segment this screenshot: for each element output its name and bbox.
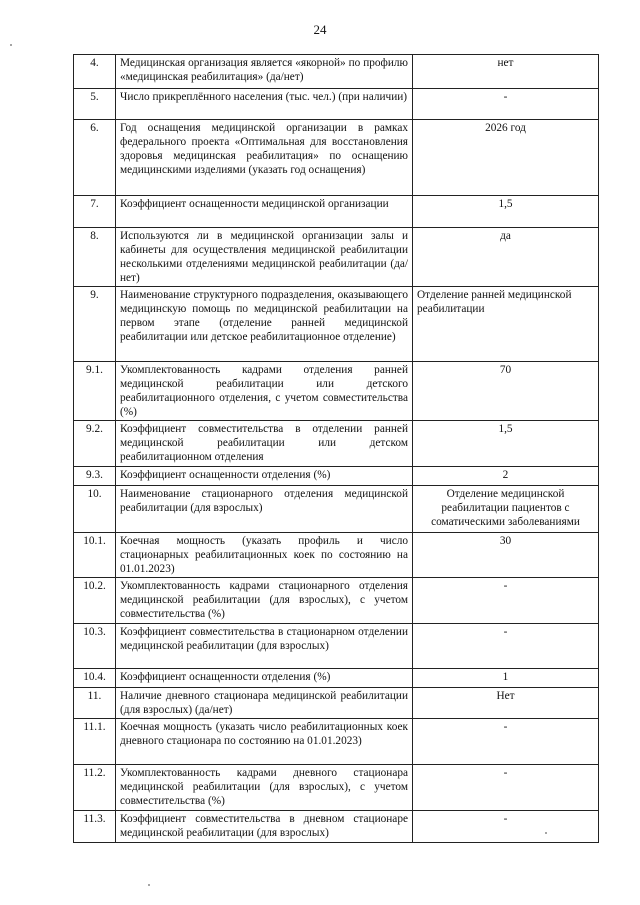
row-number: 11.2. bbox=[74, 765, 116, 811]
table-row bbox=[74, 89, 599, 120]
row-description: Год оснащения медицинской организации в рамках федерального проекта «Оптимальная для восстановления здоровья медицинская реабилитация» по оснащению медицинскими изделиями (указать год оснащения) bbox=[116, 120, 413, 196]
row-number: 11.1. bbox=[74, 719, 116, 765]
page-number: 24 bbox=[313, 22, 327, 37]
row-value: 2026 год bbox=[413, 120, 599, 196]
table-row bbox=[74, 811, 599, 843]
row-description: Коечная мощность (указать профиль и число стационарных реабилитационных коек по состоянию на 01.01.2023) bbox=[116, 533, 413, 578]
row-number: 11. bbox=[74, 688, 116, 719]
row-value: - bbox=[413, 719, 599, 765]
row-value: Нет bbox=[413, 688, 599, 719]
row-number: 9.3. bbox=[74, 467, 116, 486]
table-row bbox=[74, 196, 599, 228]
row-number: 8. bbox=[74, 228, 116, 287]
row-value: нет bbox=[413, 55, 599, 89]
row-number: 5. bbox=[74, 89, 116, 120]
row-description: Коэффициент совместительства в дневном стационаре медицинской реабилитации (для взрослых) bbox=[116, 811, 413, 843]
table-row bbox=[74, 421, 599, 467]
row-value: - bbox=[413, 811, 599, 843]
row-number: 4. bbox=[74, 55, 116, 89]
data-table bbox=[73, 54, 599, 843]
table-row bbox=[74, 533, 599, 578]
row-description: Медицинская организация является «якорной» по профилю «медицинская реабилитация» (да/нет) bbox=[116, 55, 413, 89]
table-row bbox=[74, 467, 599, 486]
row-number: 7. bbox=[74, 196, 116, 228]
row-description: Коэффициент совместительства в отделении ранней медицинской реабилитации или детском реабилитационном отделения bbox=[116, 421, 413, 467]
row-description: Укомплектованность кадрами дневного стационара медицинской реабилитации (для взрослых), с учетом совместительства (%) bbox=[116, 765, 413, 811]
row-value: - bbox=[413, 624, 599, 669]
row-description: Укомплектованность кадрами стационарного отделения медицинской реабилитации (для взрослых), с учетом совместительства (%) bbox=[116, 578, 413, 624]
scan-speck bbox=[10, 44, 12, 46]
row-number: 9. bbox=[74, 287, 116, 362]
row-number: 10. bbox=[74, 486, 116, 533]
table-row bbox=[74, 765, 599, 811]
row-value: 1,5 bbox=[413, 421, 599, 467]
row-value: 1,5 bbox=[413, 196, 599, 228]
row-number: 6. bbox=[74, 120, 116, 196]
row-value: - bbox=[413, 765, 599, 811]
row-description: Число прикреплённого населения (тыс. чел.) (при наличии) bbox=[116, 89, 413, 120]
table-row bbox=[74, 688, 599, 719]
row-number: 10.3. bbox=[74, 624, 116, 669]
table-row bbox=[74, 287, 599, 362]
row-description: Наличие дневного стационара медицинской реабилитации (для взрослых) (да/нет) bbox=[116, 688, 413, 719]
table-row bbox=[74, 486, 599, 533]
row-description: Наименование структурного подразделения, оказывающего медицинскую помощь по медицинской реабилитации на первом этапе (отделение ранней медицинской реабилитации или детское реабилитационное отделение) bbox=[116, 287, 413, 362]
row-description: Коэффициент совместительства в стационарном отделении медицинской реабилитации (для взрослых) bbox=[116, 624, 413, 669]
row-value: Отделение медицинской реабилитации пациентов с соматическими заболеваниями bbox=[413, 486, 599, 533]
row-value: 70 bbox=[413, 362, 599, 421]
row-description: Коечная мощность (указать число реабилитационных коек дневного стационара по состоянию на 01.01.2023) bbox=[116, 719, 413, 765]
table-row bbox=[74, 228, 599, 287]
table-row bbox=[74, 578, 599, 624]
table-row bbox=[74, 120, 599, 196]
row-number: 9.1. bbox=[74, 362, 116, 421]
row-number: 10.2. bbox=[74, 578, 116, 624]
table-row bbox=[74, 624, 599, 669]
row-value: да bbox=[413, 228, 599, 287]
scan-speck bbox=[545, 832, 547, 834]
row-description: Коэффициент оснащенности медицинской организации bbox=[116, 196, 413, 228]
row-value: - bbox=[413, 89, 599, 120]
table-row bbox=[74, 55, 599, 89]
row-value: - bbox=[413, 578, 599, 624]
table-row bbox=[74, 719, 599, 765]
row-description: Укомплектованность кадрами отделения ранней медицинской реабилитации или детского реабилитационного отделения, с учетом совместительства (%) bbox=[116, 362, 413, 421]
table-row bbox=[74, 669, 599, 688]
row-value: 2 bbox=[413, 467, 599, 486]
row-value: 30 bbox=[413, 533, 599, 578]
row-number: 11.3. bbox=[74, 811, 116, 843]
row-number: 10.1. bbox=[74, 533, 116, 578]
table-row bbox=[74, 362, 599, 421]
row-number: 10.4. bbox=[74, 669, 116, 688]
row-description: Наименование стационарного отделения медицинской реабилитации (для взрослых) bbox=[116, 486, 413, 533]
row-description: Коэффициент оснащенности отделения (%) bbox=[116, 467, 413, 486]
row-value: 1 bbox=[413, 669, 599, 688]
row-value: Отделение ранней медицинской реабилитации bbox=[413, 287, 599, 362]
row-description: Используются ли в медицинской организации залы и кабинеты для осуществления медицинской реабилитации несколькими отделениями медицинской реабилитации (да/нет) bbox=[116, 228, 413, 287]
row-number: 9.2. bbox=[74, 421, 116, 467]
scan-speck bbox=[148, 884, 150, 886]
row-description: Коэффициент оснащенности отделения (%) bbox=[116, 669, 413, 688]
